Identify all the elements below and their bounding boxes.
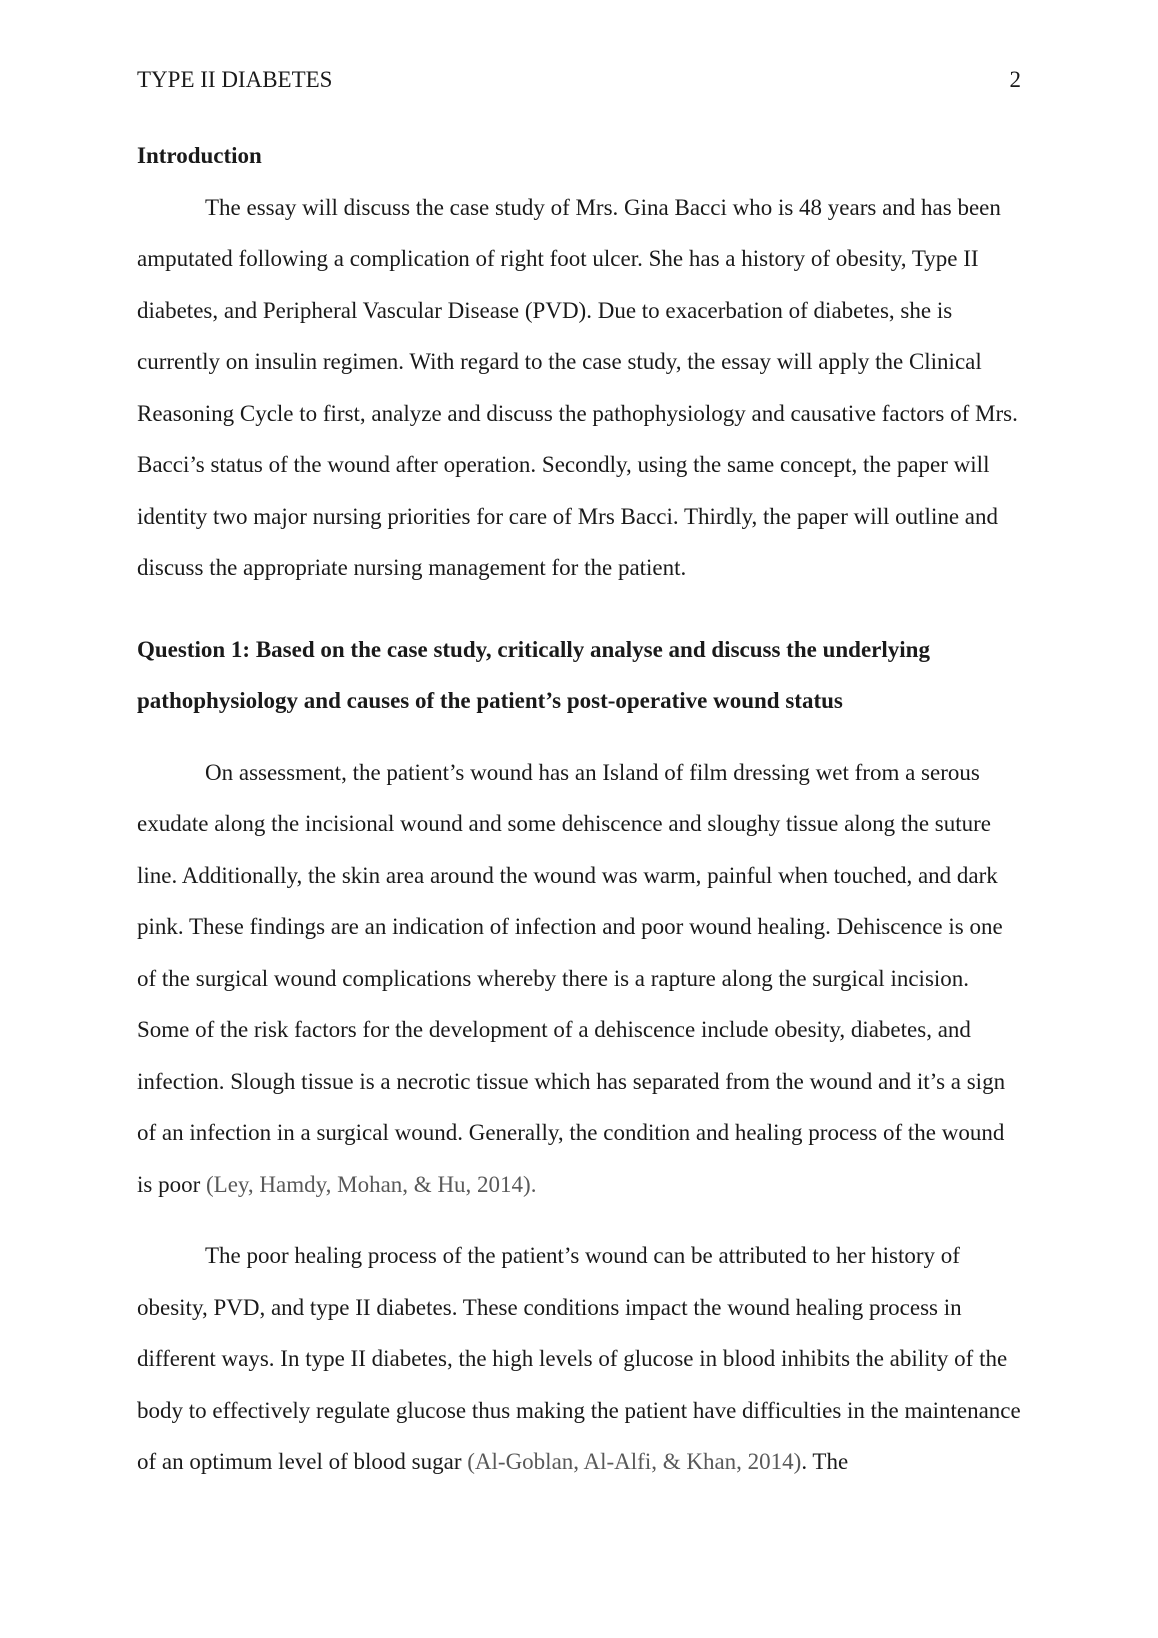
document-body [137,130,1021,1488]
text-segment: . The [801,1449,849,1474]
introduction-paragraph [137,182,1021,594]
question-1-paragraph-1 [137,747,1021,1211]
question-1-paragraph-2 [137,1230,1021,1488]
page-number: 2 [1009,67,1021,92]
citation: (Ley, Hamdy, Mohan, & Hu, 2014). [206,1171,537,1197]
text-segment: On assessment, the patient’s wound has an Island of film dressing wet from a serous exudate along the incisional wound and some dehiscence and sloughy tissue along the suture line. Additionally, the skin area around the wound was warm, painful when touched, and dark pink. These findings are an indication of infection and poor wound healing. Dehiscence is one of the surgical wound complications whereby there is a rapture along the surgical incision. Some of the risk factors for the development of a dehiscence include obesity, diabetes, and infection. Slough tissue is a necrotic tissue which has separated from the wound and it’s a sign of an infection in a surgical wound. Generally, the condition and healing process of the wound is poor [137,759,1006,1197]
section-heading-introduction: Introduction [137,143,262,168]
section-heading-question-1: Question 1: Based on the case study, critically analyse and discuss the underlying pathophysiology and causes of the patient’s post-operative wound status [137,636,930,713]
text-segment: The essay will discuss the case study of Mrs. Gina Bacci who is 48 years and has been amputated following a complication of right foot ulcer. She has a history of obesity, Type II diabetes, and Peripheral Vascular Disease (PVD). Due to exacerbation of diabetes, she is currently on insulin regimen. With regard to the case study, the essay will apply the Clinical Reasoning Cycle to first, analyze and discuss the pathophysiology and causative factors of Mrs. Bacci’s status of the wound after operation. Secondly, using the same concept, the paper will identity two major nursing priorities for care of Mrs Bacci. Thirdly, the paper will outline and discuss the appropriate nursing management for the patient. [137,194,1018,580]
citation: (Al-Goblan, Al-Alfi, & Khan, 2014) [467,1449,802,1474]
running-head-title: TYPE II DIABETES [137,67,333,92]
running-header [137,66,1021,94]
text-segment: The poor healing process of the patient’s wound can be attributed to her history of obesity, PVD, and type II diabetes. These conditions impact the wound healing process in different ways. In type II diabetes, the high levels of glucose in blood inhibits the ability of the body to effectively regulate glucose thus making the patient have difficulties in the maintenance of an optimum level of blood sugar [137,1243,1021,1474]
